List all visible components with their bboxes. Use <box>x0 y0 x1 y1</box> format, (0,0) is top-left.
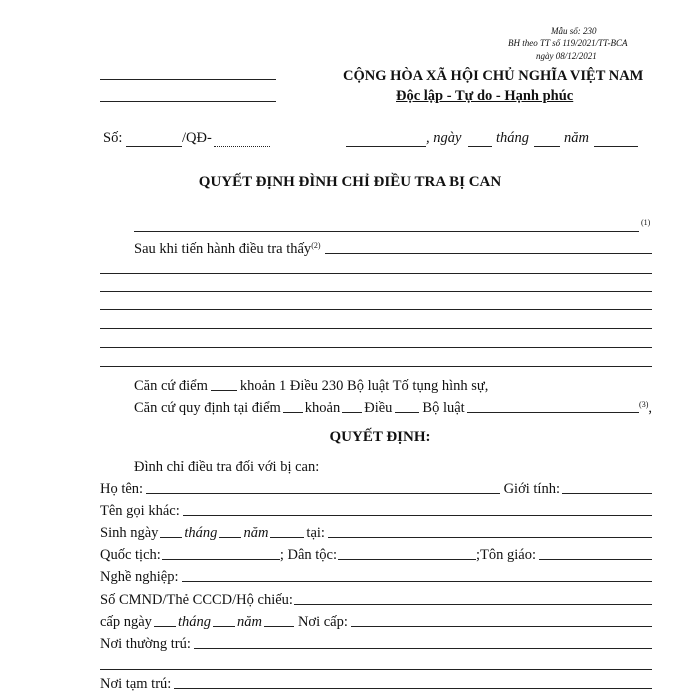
decision-code-label: /QĐ- <box>182 130 212 146</box>
field-noi-thuong-tru[interactable] <box>194 648 652 649</box>
basis-2-point-field[interactable] <box>283 412 303 413</box>
label-cap-ngay: cấp ngày <box>100 614 152 630</box>
field-issue-day[interactable] <box>154 626 176 627</box>
row-noi-tam-tru <box>100 676 652 693</box>
basis-row-1 <box>134 378 488 395</box>
basis-2-clause-label: khoản <box>304 400 341 416</box>
row-cap-ngay <box>100 614 652 631</box>
row-nghe-nghiep <box>100 569 652 586</box>
investigation-line-5[interactable] <box>100 347 652 348</box>
basis-2-code-field[interactable] <box>467 412 639 413</box>
row-ho-ten <box>100 481 652 498</box>
label-birth-year: năm <box>243 525 269 541</box>
label-nghe-nghiep: Nghề nghiệp: <box>100 569 179 585</box>
footnote-3: (3) <box>639 400 649 409</box>
basis-2-label: Căn cứ quy định tại điểm <box>134 400 281 416</box>
row-quoc-tich <box>100 547 652 564</box>
place-field[interactable] <box>346 146 426 147</box>
field-noi-thuong-tru-2[interactable] <box>100 669 652 670</box>
label-issue-year: năm <box>236 614 262 630</box>
label-gioi-tinh: Giới tính: <box>503 481 560 497</box>
label-noi-tam-tru: Nơi tạm trú: <box>100 676 172 692</box>
field-birth-place[interactable] <box>328 537 652 538</box>
agency-line-1[interactable] <box>100 79 276 80</box>
investigation-line-2[interactable] <box>100 291 652 292</box>
row-cmnd <box>100 592 652 609</box>
field-cmnd[interactable] <box>294 604 652 605</box>
basis-1-point-field[interactable] <box>211 390 237 391</box>
footnote-1: (1) <box>641 218 651 227</box>
row-ten-goi-khac <box>100 503 652 520</box>
label-birth-place: tại: <box>306 525 325 541</box>
field-birth-month[interactable] <box>219 537 241 538</box>
basis-2-tail: , <box>648 400 652 416</box>
label-noi-cap: Nơi cấp: <box>297 614 348 630</box>
label-ten-goi-khac: Tên gọi khác: <box>100 503 180 519</box>
field-noi-tam-tru[interactable] <box>174 688 652 689</box>
label-ton-giao: ;Tôn giáo: <box>476 547 537 563</box>
row-sinh-ngay <box>100 525 652 542</box>
number-field[interactable] <box>126 146 182 147</box>
form-issued-with: BH theo TT số 119/2021/TT-BCA <box>508 38 628 48</box>
investigation-line-1[interactable] <box>100 273 652 274</box>
investigation-line-3[interactable] <box>100 309 652 310</box>
basis-2-code-label: Bộ luật <box>422 400 465 416</box>
basis-2-clause-field[interactable] <box>342 412 362 413</box>
decision-intro: Đình chỉ điều tra đối với bị can: <box>134 459 320 475</box>
decision-code-field[interactable] <box>214 146 270 147</box>
basis-2-article-label: Điều <box>364 400 393 416</box>
date-year-label: năm <box>564 130 589 146</box>
label-issue-month: tháng <box>177 614 211 630</box>
basis-1-text: khoản 1 Điều 230 Bộ luật Tố tụng hình sự, <box>239 378 489 394</box>
investigation-row <box>134 241 652 258</box>
field-nghe-nghiep[interactable] <box>182 581 652 582</box>
field-birth-year[interactable] <box>270 537 304 538</box>
investigation-label: Sau khi tiến hành điều tra thấy <box>134 241 312 257</box>
footnote-2: (2) <box>311 241 321 250</box>
agency-line-2[interactable] <box>100 101 276 102</box>
label-dan-toc: ; Dân tộc: <box>279 547 337 563</box>
document-title: QUYẾT ĐỊNH ĐÌNH CHỈ ĐIỀU TRA BỊ CAN <box>198 174 502 190</box>
date-month-label: tháng <box>496 130 530 146</box>
date-day-label: , ngày <box>426 130 462 146</box>
decision-heading: QUYẾT ĐỊNH: <box>329 429 431 445</box>
field-ton-giao[interactable] <box>539 559 652 560</box>
label-noi-thuong-tru: Nơi thường trú: <box>100 636 191 652</box>
row-noi-thuong-tru <box>100 636 652 653</box>
label-cmnd: Số CMND/Thẻ CCCD/Hộ chiếu: <box>100 592 293 608</box>
motto: Độc lập - Tự do - Hạnh phúc <box>396 88 574 104</box>
field-gioi-tinh[interactable] <box>562 493 652 494</box>
label-quoc-tich: Quốc tịch: <box>100 547 161 563</box>
date-month-field[interactable] <box>534 146 560 147</box>
nation-heading: CỘNG HÒA XÃ HỘI CHỦ NGHĨA VIỆT NAM <box>343 68 644 84</box>
basis-1-label: Căn cứ điểm <box>134 378 208 394</box>
field-noi-cap[interactable] <box>351 626 652 627</box>
investigation-line-4[interactable] <box>100 328 652 329</box>
field-issue-year[interactable] <box>264 626 294 627</box>
form-code: Mẫu số: 230 <box>551 26 597 36</box>
number-label: Số: <box>103 130 123 146</box>
field-issue-month[interactable] <box>213 626 235 627</box>
date-day-field[interactable] <box>468 146 492 147</box>
date-year-field[interactable] <box>594 146 638 147</box>
investigation-field[interactable] <box>325 253 652 254</box>
label-ho-ten: Họ tên: <box>100 481 144 497</box>
field-ten-goi-khac[interactable] <box>183 515 652 516</box>
field-ho-ten[interactable] <box>146 493 499 494</box>
label-birth-month: tháng <box>184 525 218 541</box>
basis-row-2 <box>134 400 652 417</box>
basis-2-article-field[interactable] <box>395 412 419 413</box>
form-issue-date: ngày 08/12/2021 <box>536 51 597 61</box>
field-birth-day[interactable] <box>160 537 182 538</box>
label-sinh-ngay: Sinh ngày <box>100 525 159 541</box>
investigation-line-6[interactable] <box>100 366 652 367</box>
field-quoc-tich[interactable] <box>162 559 280 560</box>
authority-line[interactable] <box>134 231 639 232</box>
field-dan-toc[interactable] <box>338 559 476 560</box>
